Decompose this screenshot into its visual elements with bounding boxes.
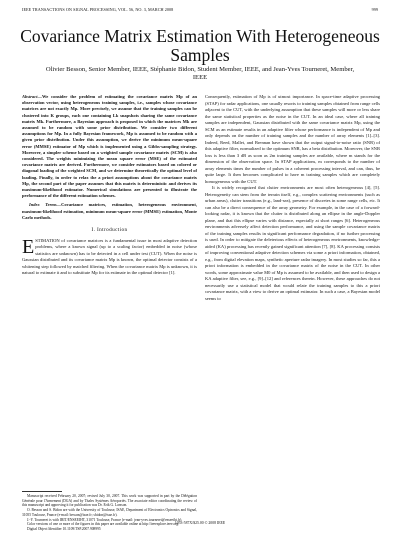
drop-cap: E: [22, 235, 35, 258]
body-paragraph: It is widely recognized that clutter environments are most often heterogeneous [4], [5]. Heterogeneity can stem from the terrain itself, e.g., complex scattering environments (such as urban areas), clutter transitions (e.g., land-sea), presence of discretes in some range cells, etc. It can also be a direct consequence of the array geometry. For example, in the case of a forward-looking radar, it is known that the clutter is distributed along an ellipse in the angle-Doppler plane, and that this ellipse varies with distance, especially at short ranges [6]. Heterogeneous environments adversely affect detection performance, and using the sample covariance matrix of the training samples results in significant performance degradation, if no further processing is used. In order to mitigate the deleterious effects of heterogeneous environments, knowledge-aided (KA) processing has recently gained significant attention [7], [8]. KA processing consists of improving conventional adaptive detection schemes via some a priori information, obtained, e.g., from digital elevation maps, synthetic aperture radar imagery. In most studies so far, this a priori information is embedded in the covariance matrix of the noise in the CUT. In other words, some approximate value M0 of Mp is assumed to be available, and then used to design a KA adaptive filter, see, e.g., [9]–[12] and references therein. However, these approaches do not necessarily use a statistical model that would relate the training samples to this a priori covariance matrix, with a view to derive an optimal estimator. In such a case, a Bayesian model seems to: [205, 185, 380, 301]
index-terms-label: Index Terms—: [29, 202, 62, 208]
abstract: [22, 94, 197, 199]
journal-header: IEEE TRANSACTIONS ON SIGNAL PROCESSING, VOL. 56, NO. 3, MARCH 2008: [22, 7, 174, 12]
abstract-text: We consider the problem of estimating the covariance matrix Mp of an observation vector, using heterogeneous training samples, i.e., samples whose covariance matrices are not exactly Mp. More precisely, we assume that the training samples can be clustered into K groups, each one containing Lk snapshots sharing the same covariance matrix Mk. Furthermore, a Bayesian approach is proposed in which the matrices Mk are assumed to be random with some prior distribution. We consider two different assumptions for Mp. In a fully Bayesian framework, Mp is assumed to be random with a given prior distribution. Under this assumption, we derive the minimum mean-square error (MMSE) estimator of Mp which is implemented using a Gibbs-sampling strategy. Moreover, a simpler scheme based on a weighted sample covariance matrix (SCM) is also considered. The weights minimizing the mean square error (MSE) of the estimated covariance matrix are derived. Furthermore, we consider estimators based on colored or diagonal loading of the weighted SCM, and we determine theoretically the optimal level of loading. Finally, in order to relax the a priori assumptions about the covariance matrix Mp, the second part of the paper assumes that this matrix is deterministic and derives its maximum-likelihood estimator. Numerical simulations are presented to illustrate the performance of the different estimation schemes.: [22, 94, 197, 199]
author-list: Olivier Besson, Senior Member, IEEE, Stéphanie Bidon, Student Member, IEEE, and Jean-Yves Tourneret, Member, IEEE: [45, 66, 355, 81]
copyright-line: 1053-587X/$25.00 © 2008 IEEE: [174, 521, 226, 525]
intro-text: STIMATION of covariance matrices is a fundamental issue in most adaptive detection problems, where a known signal (up to a scaling factor) embedded in noise (whose statistics are unknown) has to be detected in a cell under test (CUT). When the noise is Gaussian distributed and its covariance matrix Mp is known, the optimal detector consists of a whitening step followed by matched filtering. When the covariance matrix Mp is unknown, it is natural to estimate it and to substitute Mp for its estimate in the optimal detector [1].: [22, 237, 197, 276]
abstract-label: Abstract—: [22, 94, 43, 99]
footnote-affiliation-2: J.-Y. Tourneret is with IRIT/ENSEEIHT, 31071 Toulouse, France (e-mail: jean-yves.tourneret@enseeiht.fr).: [27, 517, 183, 522]
right-column: [205, 94, 380, 512]
intro-paragraph: [22, 235, 197, 277]
paper-title: Covariance Matrix Estimation With Heterogeneous Samples: [20, 26, 380, 65]
left-column: [22, 94, 197, 490]
footnote-rule: [22, 491, 62, 492]
index-terms: [22, 202, 197, 221]
footnote-manuscript: Manuscript received February 20, 2007; revised July 30, 2007. This work was supported in part by the Délégation Générale pour l'Armement (DGA) and by Thales Systèmes Aéroportés. The associate editor coordinating the review of this manuscript and approving it for publication was Dr. Erik G. Larsson.: [22, 494, 197, 508]
footnote-doi: Digital Object Identifier 10.1109/TSP.2007.908995: [27, 526, 101, 531]
footnote-affiliation-1: O. Besson and S. Bidon are with the University of Toulouse, ISAE, Department of Electronics Optronics and Signal, 31055 Toulouse, France (e-mail: besson@isae.fr; sbidon@isae.fr).: [22, 508, 197, 517]
section-heading: I. Introduction: [91, 227, 128, 234]
footnote-color: Color versions of one or more of the figures in this paper are available online at http://ieeexplore.ieee.org.: [27, 522, 180, 527]
footnote-block: [22, 494, 197, 532]
page-number: 999: [371, 7, 378, 12]
body-paragraph: Consequently, estimation of Mp is of utmost importance. In space-time adaptive processing (STAP) for radar applications, one usually resorts to training samples obtained from range cells adjacent to the CUT, with the underlying assumption that these samples will more or less share the same statistical properties as the noise in the CUT. In an ideal case, where all training samples are independent, Gaussian distributed with the same covariance matrix Mp, using the SCM as an estimate results in an adaptive filter whose performance is independent of Mp and only depends on the number of training samples and the number of array elements [1]–[3]. Indeed, Reed, Mallet, and Brennan have shown that the output signal-to-noise ratio (SNR) of this adaptive filter, normalized to the optimum SNR, has a beta distribution. Moreover, the SNR loss is less than 3 dB as soon as 2m training samples are available, where m stands for the dimension of the observation space. In STAP applications, m corresponds to the number of array elements times the number of pulses in a coherent processing interval, and can, thus, be quite large. It then becomes complicated to have m training samples which are completely homogeneous with the CUT.: [205, 94, 380, 184]
index-terms-text: Covariance matrices, estimation, heterogeneous environment, maximum-likelihood estimation, minimum mean-square error (MMSE) estimation, Monte Carlo methods.: [22, 202, 197, 220]
running-header: [22, 7, 378, 12]
